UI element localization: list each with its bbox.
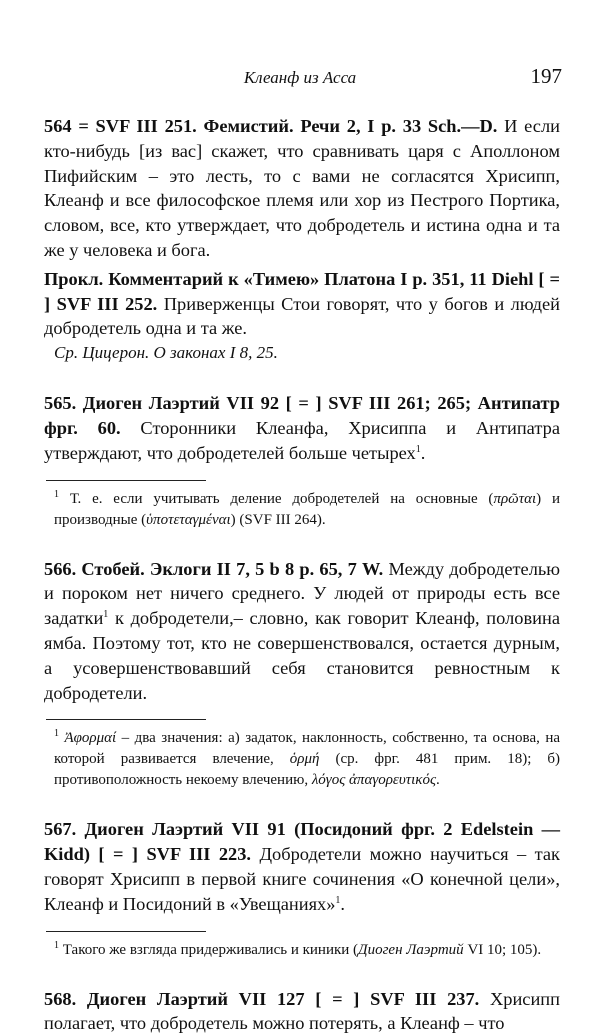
entry-568-heading: 568. Диоген Лаэртий VII 127 [ = ] SVF III 237. bbox=[44, 988, 480, 1009]
footnote-text: – два значения: а) задаток, наклонность, собственно, та основа, на которой развивается влечение, bbox=[54, 730, 560, 768]
running-title: Клеанф из Асса bbox=[243, 68, 357, 87]
entry-566-heading: 566. Стобей. Эклоги II 7, 5 b 8 р. 65, 7 W. bbox=[44, 558, 384, 579]
footnote-text: ) (SVF III 264). bbox=[230, 511, 326, 528]
entry-565-text: Сторонники Клеанфа, Хрисиппа и Антипатра утверждают, что добродетелей больше четырех bbox=[44, 417, 560, 463]
footnote-565 bbox=[44, 489, 560, 531]
entry-565-end: . bbox=[420, 442, 426, 463]
entry-567-text: Добродетели можно научиться – так говорят Хрисипп в первой книге сочинения «О конечной цели», Клеанф и Посидоний в «Увещаниях» bbox=[44, 844, 560, 914]
footnote-566 bbox=[44, 728, 560, 791]
entry-565-heading: 565. Диоген Лаэртий VII 92 [ = ] SVF III 261; 265; Антипатр фрг. 60. bbox=[44, 393, 560, 438]
entry-564-heading: 564 = SVF III 251. Фемистий. Речи 2, I р. 33 Sch.—D. bbox=[44, 116, 498, 136]
entry-565 bbox=[44, 391, 560, 465]
footnote-text: ) и производные ( bbox=[54, 490, 561, 528]
footnote-number: 1 bbox=[54, 939, 59, 951]
footnote-text: . bbox=[436, 772, 440, 789]
entry-567-heading: 567. Диоген Лаэртий VII 91 (Посидоний фрг. 2 Edelstein — Kidd) [ = ] SVF III 223. bbox=[44, 819, 560, 865]
page-content bbox=[44, 114, 560, 1036]
footnote-marker[interactable]: 1 bbox=[103, 609, 109, 621]
entry-566-text: к добродетели,– словно, как говорит Клеанф, половина ямба. Поэтому тот, кто не совершенствовался, остается дурным, а усовершенствовавший себя становится ревностным к добродетели. bbox=[44, 608, 560, 703]
greek-term: Ἀφορμαί bbox=[64, 730, 117, 747]
footnote-567 bbox=[44, 940, 560, 961]
crossref-cicero: Ср. Цицерон. О законах I 8, 25. bbox=[54, 343, 278, 363]
entry-568 bbox=[44, 987, 560, 1036]
footnote-text: Такого же взгляда придерживались и киники ( bbox=[62, 941, 359, 958]
proclus-text: Приверженцы Стои говорят, что у богов и людей добродетель одна и та же. bbox=[44, 293, 560, 339]
entry-564-text: И если кто-нибудь [из вас] скажет, что сравнивать царя с Аполлоном Пифийским – это лесть, то с вами не согласятся Хрисипп, Клеанф и все философское племя или хор из Пестрого Портика, словом, все, кто утверждает, что добродетель и истина одна и та же у человека и бога. bbox=[44, 116, 560, 260]
footnote-text: (ср. фрг. 481 прим. 18); б) противоположность некоему влечению, bbox=[54, 751, 561, 789]
entry-564-proclus bbox=[44, 267, 560, 341]
page-number: 197 bbox=[530, 64, 562, 88]
footnote-marker[interactable]: 1 bbox=[415, 443, 421, 455]
footnote-divider bbox=[46, 719, 206, 720]
entry-567-end: . bbox=[340, 893, 346, 914]
greek-term: ὁρμή bbox=[289, 751, 320, 768]
footnote-ref: Диоген Лаэртий bbox=[358, 941, 464, 958]
footnote-marker[interactable]: 1 bbox=[335, 894, 341, 906]
proclus-heading: Прокл. Комментарий к «Тимею» Платона I р. 351, 11 Diehl [ = ] SVF III 252. bbox=[44, 268, 560, 314]
footnote-number: 1 bbox=[54, 488, 59, 500]
footnote-divider bbox=[46, 931, 206, 932]
greek-term: λόγος ἀπαγορευτικός bbox=[311, 772, 437, 789]
entry-566 bbox=[44, 557, 560, 706]
footnote-number: 1 bbox=[54, 728, 59, 740]
footnote-text: VI 10; 105). bbox=[467, 941, 542, 958]
entry-566-text: Между добродетелью и пороком нет ничего среднего. У людей от природы есть все задатки bbox=[44, 558, 561, 629]
greek-term: ὑποτεταγμέναι bbox=[146, 511, 231, 528]
footnote-divider bbox=[46, 480, 206, 481]
greek-term: πρῶται bbox=[493, 490, 537, 507]
entry-568-text: Хрисипп полагает, что добродетель можно потерять, а Клеанф – что bbox=[44, 988, 560, 1034]
entry-567 bbox=[44, 817, 560, 916]
entry-564 bbox=[44, 114, 560, 263]
footnote-text: Т. е. если учитывать деление добродетелей на основные ( bbox=[69, 490, 494, 507]
